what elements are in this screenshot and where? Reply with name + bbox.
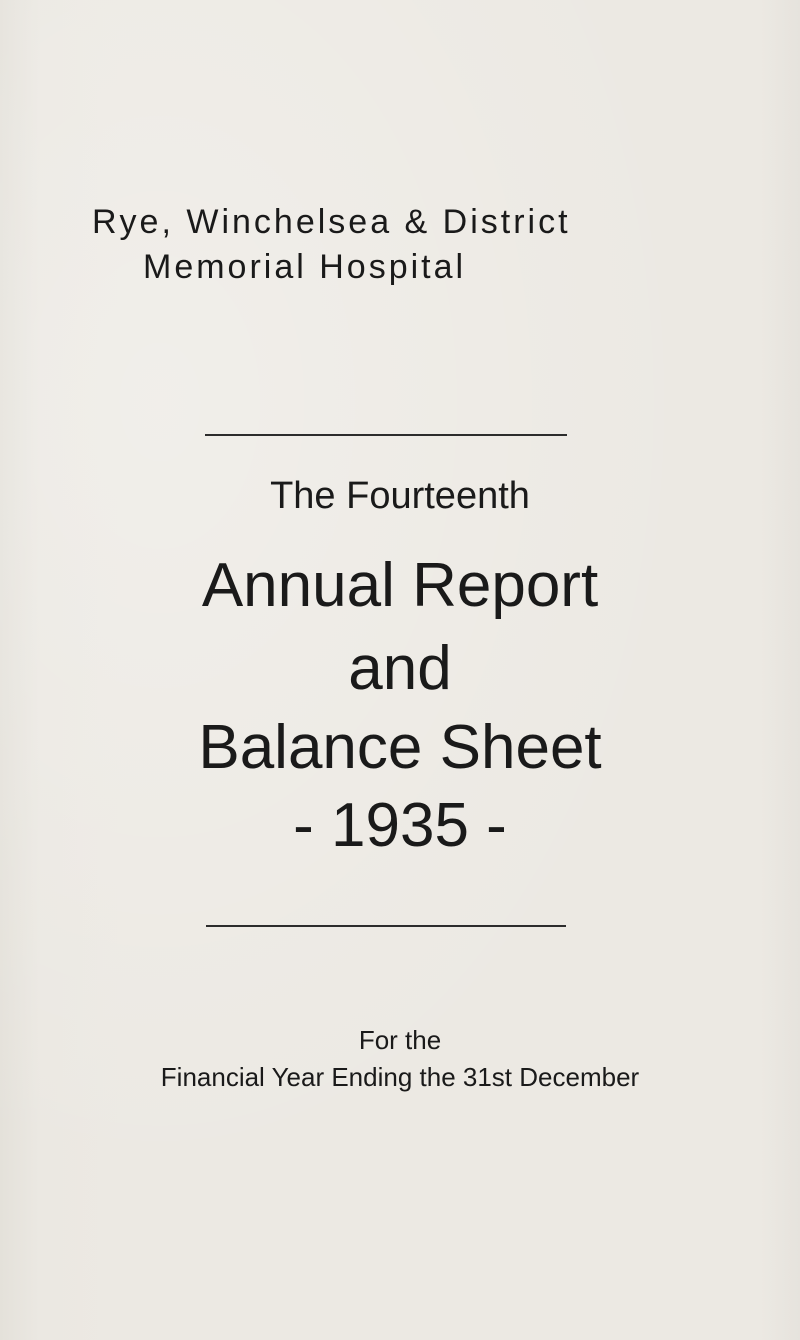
report-title-line-2: and xyxy=(348,634,452,703)
report-ordinal: The Fourteenth xyxy=(270,475,530,517)
hospital-name-line-2-text: Memorial Hospital xyxy=(143,248,467,286)
top-divider xyxy=(205,434,567,436)
report-title-line-3: Balance Sheet xyxy=(198,713,602,782)
report-title-line-1: Annual Report xyxy=(201,551,599,620)
footer-line-2: Financial Year Ending the 31st December xyxy=(160,1062,640,1092)
bottom-divider xyxy=(206,925,566,927)
hospital-name-line-1-text: Rye, Winchelsea & District xyxy=(92,203,571,241)
footer-line-1: For the xyxy=(358,1025,442,1055)
report-year: - 1935 - xyxy=(293,791,507,860)
